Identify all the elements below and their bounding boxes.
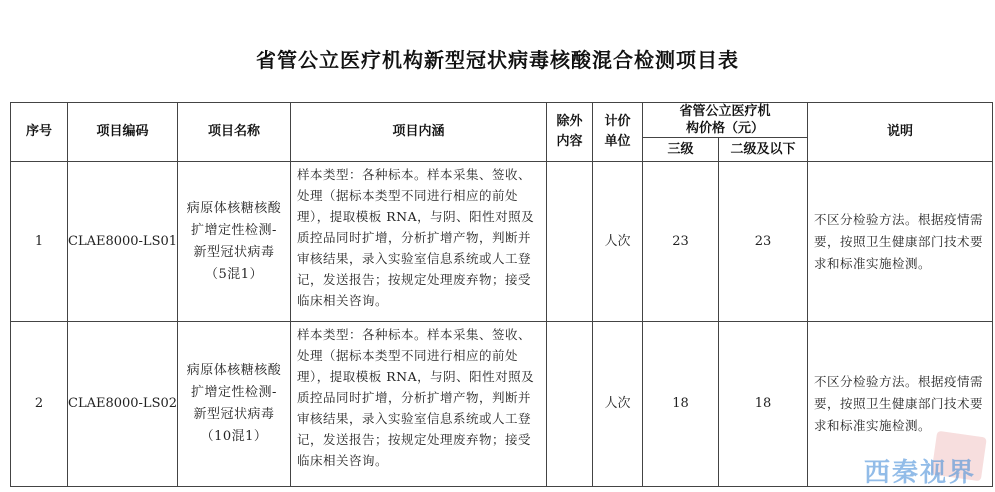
price-table bbox=[10, 102, 993, 487]
header-excluded: 除外内容 bbox=[547, 103, 593, 162]
header-name: 项目名称 bbox=[178, 103, 291, 162]
header-seq: 序号 bbox=[11, 103, 68, 162]
cell-price-level3: 23 bbox=[643, 162, 719, 322]
cell-unit: 人次 bbox=[593, 162, 643, 322]
cell-code: CLAE8000-LS02 bbox=[68, 322, 178, 487]
header-price-group: 省管公立医疗机构价格（元） bbox=[643, 103, 808, 138]
cell-code: CLAE8000-LS01 bbox=[68, 162, 178, 322]
header-code: 项目编码 bbox=[68, 103, 178, 162]
table-row bbox=[11, 162, 993, 322]
header-row-1 bbox=[11, 103, 993, 138]
watermark-text: 西秦视界 bbox=[864, 458, 977, 488]
cell-seq: 2 bbox=[11, 322, 68, 487]
document-title: 省管公立医疗机构新型冠状病毒核酸混合检测项目表 bbox=[256, 48, 739, 72]
header-content: 项目内涵 bbox=[291, 103, 547, 162]
cell-price-level3: 18 bbox=[643, 322, 719, 487]
cell-name: 病原体核糖核酸扩增定性检测-新型冠状病毒（10混1） bbox=[178, 322, 291, 487]
cell-seq: 1 bbox=[11, 162, 68, 322]
cell-note: 不区分检验方法。根据疫情需要，按照卫生健康部门技术要求和标准实施检测。 bbox=[808, 322, 993, 487]
cell-excluded bbox=[547, 162, 593, 322]
cell-excluded bbox=[547, 322, 593, 487]
cell-price-level2: 18 bbox=[719, 322, 808, 487]
cell-price-level2: 23 bbox=[719, 162, 808, 322]
watermark-logo bbox=[864, 452, 994, 488]
cell-content: 样本类型：各种标本。样本采集、签收、处理（据标本类型不同进行相应的前处理），提取模板 RNA，与阴、阳性对照及质控品同时扩增，分析扩增产物，判断并审核结果，录入实验室信息系统或人工登记，发送报告；按规定处理废弃物；接受临床相关咨询。 bbox=[291, 322, 547, 487]
cell-unit: 人次 bbox=[593, 322, 643, 487]
header-level3: 三级 bbox=[643, 138, 719, 162]
table-row bbox=[11, 322, 993, 487]
header-level2: 二级及以下 bbox=[719, 138, 808, 162]
cell-name: 病原体核糖核酸扩增定性检测-新型冠状病毒（5混1） bbox=[178, 162, 291, 322]
header-unit: 计价单位 bbox=[593, 103, 643, 162]
cell-note: 不区分检验方法。根据疫情需要，按照卫生健康部门技术要求和标准实施检测。 bbox=[808, 162, 993, 322]
header-note: 说明 bbox=[808, 103, 993, 162]
cell-content: 样本类型：各种标本。样本采集、签收、处理（据标本类型不同进行相应的前处理），提取模板 RNA，与阴、阳性对照及质控品同时扩增，分析扩增产物，判断并审核结果，录入实验室信息系统或人工登记，发送报告；按规定处理废弃物；接受临床相关咨询。 bbox=[291, 162, 547, 322]
